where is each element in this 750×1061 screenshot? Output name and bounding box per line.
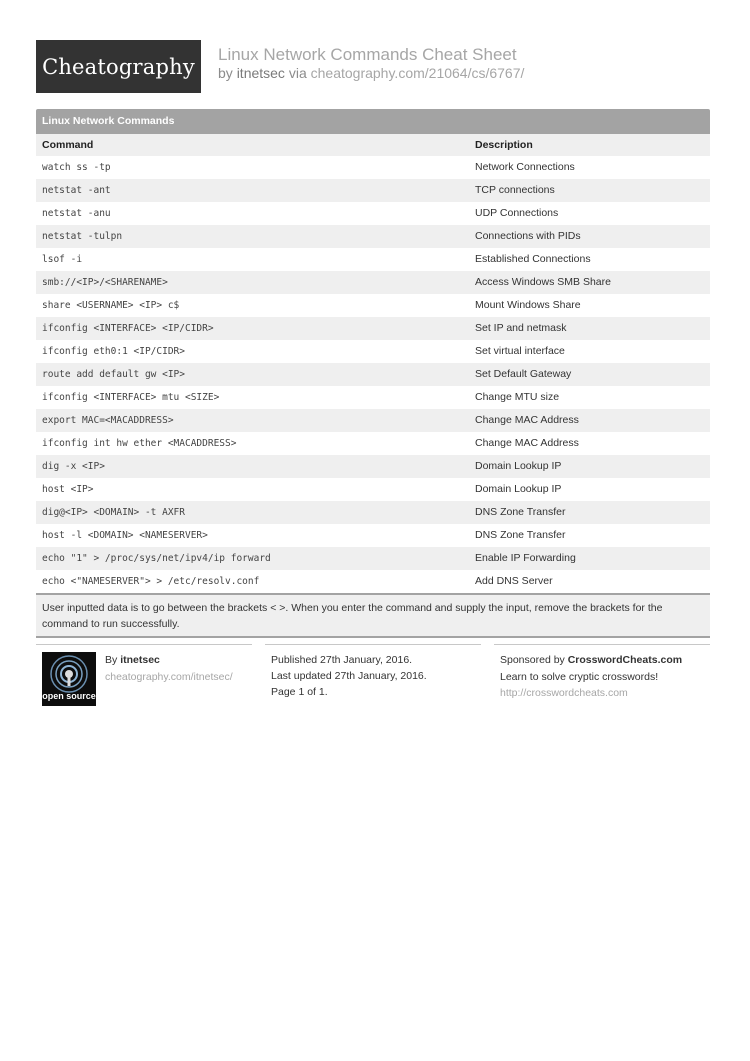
table-row (36, 271, 710, 294)
updated-date: Last updated 27th January, 2016. (271, 670, 427, 682)
command-cell: watch ss -tp (42, 162, 111, 173)
description-cell: Add DNS Server (475, 575, 553, 587)
command-cell: netstat -tulpn (42, 231, 123, 242)
footer-divider (265, 644, 481, 645)
avatar-caption: open source (42, 691, 96, 701)
description-cell: Set IP and netmask (475, 322, 567, 334)
footer-dates-block (265, 644, 481, 698)
commands-table-body (36, 156, 710, 593)
description-cell: Domain Lookup IP (475, 483, 562, 495)
command-cell: ifconfig <INTERFACE> mtu <SIZE> (42, 392, 220, 403)
author-avatar[interactable] (42, 652, 96, 706)
table-row (36, 501, 710, 524)
table-row (36, 156, 710, 179)
col-command-header: Command (42, 139, 94, 151)
command-cell: share <USERNAME> <IP> c$ (42, 300, 180, 311)
footer-divider (494, 644, 710, 645)
description-cell: Change MTU size (475, 391, 560, 403)
description-cell: UDP Connections (475, 207, 559, 219)
commands-section (36, 109, 710, 638)
description-cell: DNS Zone Transfer (475, 506, 566, 518)
command-cell: echo <"NAMESERVER"> > /etc/resolv.conf (42, 576, 260, 587)
table-row (36, 386, 710, 409)
table-row (36, 317, 710, 340)
column-headers (36, 134, 710, 156)
description-cell: Change MAC Address (475, 437, 579, 449)
description-cell: Set Default Gateway (475, 368, 572, 380)
table-row (36, 248, 710, 271)
footer-author-line (105, 654, 160, 666)
table-row (36, 409, 710, 432)
command-cell: netstat -anu (42, 208, 111, 219)
table-row (36, 524, 710, 547)
sheet-url-link[interactable]: cheatography.com/21064/cs/6767/ (310, 65, 525, 81)
description-cell: Mount Windows Share (475, 299, 581, 311)
table-row (36, 340, 710, 363)
section-title: Linux Network Commands (36, 109, 710, 134)
cheatography-logo[interactable] (36, 37, 201, 93)
byline-via: via (288, 65, 307, 81)
table-row (36, 294, 710, 317)
sponsor-line (500, 654, 682, 666)
footer-by-label: By (105, 654, 118, 666)
section-note: User inputted data is to go between the brackets < >. When you enter the command and supply the input, remove the brackets for the command to run successfully. (36, 593, 710, 638)
footer-author-name[interactable]: itnetsec (120, 654, 160, 666)
col-description-header: Description (475, 139, 533, 151)
command-cell: export MAC=<MACADDRESS> (42, 415, 174, 426)
table-row (36, 570, 710, 593)
footer-sponsor-block (494, 644, 710, 699)
table-row (36, 363, 710, 386)
footer-author-url[interactable]: cheatography.com/itnetsec/ (105, 671, 233, 683)
command-cell: netstat -ant (42, 185, 111, 196)
byline-by: by (218, 65, 233, 81)
command-cell: ifconfig <INTERFACE> <IP/CIDR> (42, 323, 214, 334)
table-row (36, 225, 710, 248)
sponsor-url[interactable]: http://crosswordcheats.com (500, 687, 628, 699)
description-cell: Access Windows SMB Share (475, 276, 611, 288)
command-cell: route add default gw <IP> (42, 369, 185, 380)
description-cell: TCP connections (475, 184, 555, 196)
description-cell: Established Connections (475, 253, 591, 265)
table-row (36, 547, 710, 570)
command-cell: smb://<IP>/<SHARENAME> (42, 277, 168, 288)
command-cell: host <IP> (42, 484, 94, 495)
footer-author-block (36, 644, 252, 701)
description-cell: Connections with PIDs (475, 230, 581, 242)
published-date: Published 27th January, 2016. (271, 654, 413, 666)
description-cell: DNS Zone Transfer (475, 529, 566, 541)
footer-divider (36, 644, 252, 645)
command-cell: dig@<IP> <DOMAIN> -t AXFR (42, 507, 185, 518)
table-row (36, 455, 710, 478)
table-row (36, 478, 710, 501)
byline (218, 65, 524, 81)
command-cell: dig -x <IP> (42, 461, 105, 472)
description-cell: Network Connections (475, 161, 575, 173)
command-cell: ifconfig eth0:1 <IP/CIDR> (42, 346, 185, 357)
description-cell: Set virtual interface (475, 345, 565, 357)
sponsor-tagline: Learn to solve cryptic crosswords! (500, 671, 659, 683)
description-cell: Domain Lookup IP (475, 460, 562, 472)
command-cell: lsof -i (42, 254, 83, 265)
page-count: Page 1 of 1. (271, 686, 328, 698)
table-row (36, 179, 710, 202)
description-cell: Enable IP Forwarding (475, 552, 576, 564)
sponsor-name[interactable]: CrosswordCheats.com (567, 654, 683, 666)
command-cell: ifconfig int hw ether <MACADDRESS> (42, 438, 237, 449)
page-title: Linux Network Commands Cheat Sheet (218, 45, 517, 64)
description-cell: Change MAC Address (475, 414, 579, 426)
table-row (36, 202, 710, 225)
sponsor-label: Sponsored by (500, 654, 565, 666)
table-row (36, 432, 710, 455)
author-link[interactable]: itnetsec (236, 65, 285, 81)
logo-text: Cheatography (42, 54, 195, 79)
command-cell: host -l <DOMAIN> <NAMESERVER> (42, 530, 208, 541)
command-cell: echo "1" > /proc/sys/net/ipv4/ip forward (42, 553, 271, 564)
